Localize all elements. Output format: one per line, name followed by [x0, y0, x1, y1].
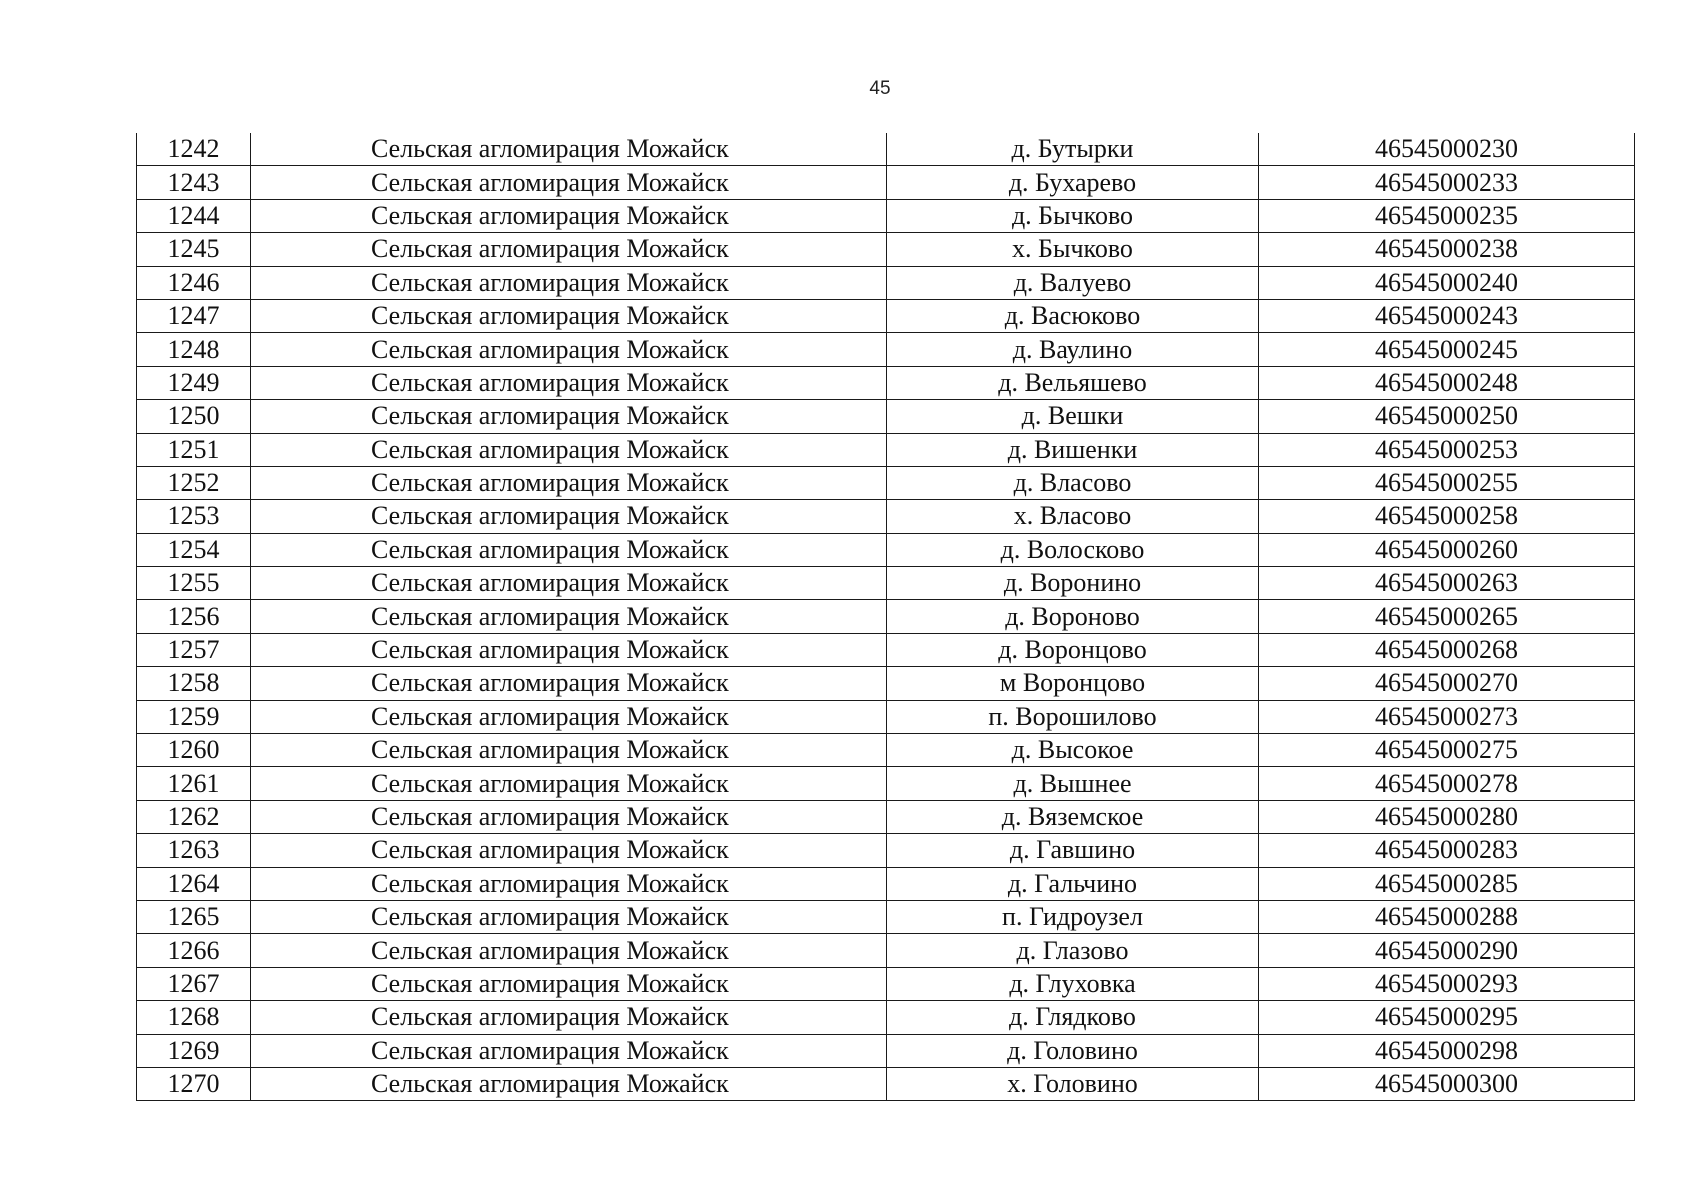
settlement-cell: д. Глазово — [887, 934, 1259, 967]
agglomeration-cell: Сельская агломирация Можайск — [251, 734, 887, 767]
row-number-cell: 1252 — [137, 466, 251, 499]
oktmo-code-cell: 46545000300 — [1259, 1067, 1635, 1100]
table-row — [137, 800, 1635, 833]
oktmo-code-cell: 46545000258 — [1259, 500, 1635, 533]
oktmo-code-cell: 46545000265 — [1259, 600, 1635, 633]
settlement-cell: д. Гальчино — [887, 867, 1259, 900]
row-number-cell: 1262 — [137, 800, 251, 833]
agglomeration-cell: Сельская агломирация Можайск — [251, 433, 887, 466]
oktmo-code-cell: 46545000255 — [1259, 466, 1635, 499]
row-number-cell: 1260 — [137, 734, 251, 767]
table-row — [137, 767, 1635, 800]
settlement-cell: х. Власово — [887, 500, 1259, 533]
agglomeration-cell: Сельская агломирация Можайск — [251, 299, 887, 332]
row-number-cell: 1242 — [137, 133, 251, 166]
agglomeration-cell: Сельская агломирация Можайск — [251, 366, 887, 399]
settlement-cell: д. Бутырки — [887, 133, 1259, 166]
oktmo-code-cell: 46545000238 — [1259, 233, 1635, 266]
row-number-cell: 1270 — [137, 1067, 251, 1100]
row-number-cell: 1265 — [137, 900, 251, 933]
settlement-cell: д. Волосково — [887, 533, 1259, 566]
row-number-cell: 1256 — [137, 600, 251, 633]
row-number-cell: 1248 — [137, 333, 251, 366]
settlement-cell: п. Гидроузел — [887, 900, 1259, 933]
settlement-cell: м Воронцово — [887, 667, 1259, 700]
oktmo-code-cell: 46545000275 — [1259, 734, 1635, 767]
table-row — [137, 867, 1635, 900]
agglomeration-cell: Сельская агломирация Можайск — [251, 400, 887, 433]
oktmo-code-cell: 46545000268 — [1259, 633, 1635, 666]
oktmo-code-cell: 46545000250 — [1259, 400, 1635, 433]
row-number-cell: 1243 — [137, 166, 251, 199]
settlement-cell: д. Головино — [887, 1034, 1259, 1067]
oktmo-code-cell: 46545000235 — [1259, 199, 1635, 232]
oktmo-code-cell: 46545000290 — [1259, 934, 1635, 967]
table-row — [137, 700, 1635, 733]
settlement-cell: д. Гавшино — [887, 834, 1259, 867]
oktmo-code-cell: 46545000295 — [1259, 1001, 1635, 1034]
row-number-cell: 1253 — [137, 500, 251, 533]
agglomeration-cell: Сельская агломирация Можайск — [251, 834, 887, 867]
agglomeration-cell: Сельская агломирация Можайск — [251, 500, 887, 533]
table-row — [137, 633, 1635, 666]
settlements-table — [136, 133, 1635, 1101]
row-number-cell: 1269 — [137, 1034, 251, 1067]
agglomeration-cell: Сельская агломирация Можайск — [251, 567, 887, 600]
row-number-cell: 1261 — [137, 767, 251, 800]
oktmo-code-cell: 46545000293 — [1259, 967, 1635, 1000]
agglomeration-cell: Сельская агломирация Можайск — [251, 466, 887, 499]
agglomeration-cell: Сельская агломирация Можайск — [251, 133, 887, 166]
agglomeration-cell: Сельская агломирация Можайск — [251, 1067, 887, 1100]
table-row — [137, 433, 1635, 466]
agglomeration-cell: Сельская агломирация Можайск — [251, 700, 887, 733]
agglomeration-cell: Сельская агломирация Можайск — [251, 934, 887, 967]
settlement-cell: д. Бычково — [887, 199, 1259, 232]
settlement-cell: д. Высокое — [887, 734, 1259, 767]
agglomeration-cell: Сельская агломирация Можайск — [251, 867, 887, 900]
table-body — [137, 133, 1635, 1101]
oktmo-code-cell: 46545000288 — [1259, 900, 1635, 933]
settlement-cell: д. Валуево — [887, 266, 1259, 299]
table-row — [137, 166, 1635, 199]
table-row — [137, 734, 1635, 767]
oktmo-code-cell: 46545000285 — [1259, 867, 1635, 900]
oktmo-code-cell: 46545000233 — [1259, 166, 1635, 199]
settlement-cell: х. Бычково — [887, 233, 1259, 266]
table-row — [137, 600, 1635, 633]
table-row — [137, 500, 1635, 533]
row-number-cell: 1263 — [137, 834, 251, 867]
settlement-cell: д. Ваулино — [887, 333, 1259, 366]
table-row — [137, 934, 1635, 967]
table-row — [137, 199, 1635, 232]
table-row — [137, 900, 1635, 933]
row-number-cell: 1258 — [137, 667, 251, 700]
agglomeration-cell: Сельская агломирация Можайск — [251, 1001, 887, 1034]
row-number-cell: 1251 — [137, 433, 251, 466]
agglomeration-cell: Сельская агломирация Можайск — [251, 633, 887, 666]
agglomeration-cell: Сельская агломирация Можайск — [251, 900, 887, 933]
oktmo-code-cell: 46545000240 — [1259, 266, 1635, 299]
settlement-cell: д. Власово — [887, 466, 1259, 499]
row-number-cell: 1268 — [137, 1001, 251, 1034]
table-row — [137, 400, 1635, 433]
row-number-cell: 1245 — [137, 233, 251, 266]
row-number-cell: 1255 — [137, 567, 251, 600]
oktmo-code-cell: 46545000270 — [1259, 667, 1635, 700]
settlement-cell: д. Глядково — [887, 1001, 1259, 1034]
oktmo-code-cell: 46545000245 — [1259, 333, 1635, 366]
settlement-cell: х. Головино — [887, 1067, 1259, 1100]
oktmo-code-cell: 46545000243 — [1259, 299, 1635, 332]
row-number-cell: 1246 — [137, 266, 251, 299]
oktmo-code-cell: 46545000280 — [1259, 800, 1635, 833]
table-row — [137, 1034, 1635, 1067]
table-row — [137, 366, 1635, 399]
table-row — [137, 466, 1635, 499]
agglomeration-cell: Сельская агломирация Можайск — [251, 600, 887, 633]
table-row — [137, 533, 1635, 566]
row-number-cell: 1259 — [137, 700, 251, 733]
row-number-cell: 1247 — [137, 299, 251, 332]
row-number-cell: 1266 — [137, 934, 251, 967]
agglomeration-cell: Сельская агломирация Можайск — [251, 967, 887, 1000]
settlement-cell: д. Вяземское — [887, 800, 1259, 833]
oktmo-code-cell: 46545000230 — [1259, 133, 1635, 166]
agglomeration-cell: Сельская агломирация Можайск — [251, 767, 887, 800]
oktmo-code-cell: 46545000253 — [1259, 433, 1635, 466]
table-row — [137, 266, 1635, 299]
row-number-cell: 1267 — [137, 967, 251, 1000]
settlement-cell: д. Вышнее — [887, 767, 1259, 800]
row-number-cell: 1249 — [137, 366, 251, 399]
agglomeration-cell: Сельская агломирация Можайск — [251, 1034, 887, 1067]
row-number-cell: 1264 — [137, 867, 251, 900]
table-row — [137, 333, 1635, 366]
oktmo-code-cell: 46545000248 — [1259, 366, 1635, 399]
table-row — [137, 567, 1635, 600]
table-row — [137, 233, 1635, 266]
agglomeration-cell: Сельская агломирация Можайск — [251, 233, 887, 266]
row-number-cell: 1244 — [137, 199, 251, 232]
oktmo-code-cell: 46545000273 — [1259, 700, 1635, 733]
settlement-cell: д. Вельяшево — [887, 366, 1259, 399]
table-row — [137, 1067, 1635, 1100]
agglomeration-cell: Сельская агломирация Можайск — [251, 533, 887, 566]
settlement-cell: д. Вороново — [887, 600, 1259, 633]
oktmo-code-cell: 46545000263 — [1259, 567, 1635, 600]
oktmo-code-cell: 46545000298 — [1259, 1034, 1635, 1067]
agglomeration-cell: Сельская агломирация Можайск — [251, 199, 887, 232]
oktmo-code-cell: 46545000278 — [1259, 767, 1635, 800]
settlement-cell: д. Воронцово — [887, 633, 1259, 666]
agglomeration-cell: Сельская агломирация Можайск — [251, 166, 887, 199]
settlement-cell: д. Вешки — [887, 400, 1259, 433]
settlement-cell: д. Глуховка — [887, 967, 1259, 1000]
row-number-cell: 1250 — [137, 400, 251, 433]
agglomeration-cell: Сельская агломирация Можайск — [251, 800, 887, 833]
settlement-cell: д. Бухарево — [887, 166, 1259, 199]
settlement-cell: п. Ворошилово — [887, 700, 1259, 733]
page-number: 45 — [869, 78, 891, 99]
table-row — [137, 967, 1635, 1000]
table-row — [137, 133, 1635, 166]
table-row — [137, 667, 1635, 700]
row-number-cell: 1254 — [137, 533, 251, 566]
table-row — [137, 834, 1635, 867]
agglomeration-cell: Сельская агломирация Можайск — [251, 266, 887, 299]
settlement-cell: д. Вишенки — [887, 433, 1259, 466]
table-row — [137, 1001, 1635, 1034]
table-row — [137, 299, 1635, 332]
agglomeration-cell: Сельская агломирация Можайск — [251, 667, 887, 700]
settlement-cell: д. Воронино — [887, 567, 1259, 600]
oktmo-code-cell: 46545000283 — [1259, 834, 1635, 867]
agglomeration-cell: Сельская агломирация Можайск — [251, 333, 887, 366]
settlement-cell: д. Васюково — [887, 299, 1259, 332]
oktmo-code-cell: 46545000260 — [1259, 533, 1635, 566]
row-number-cell: 1257 — [137, 633, 251, 666]
